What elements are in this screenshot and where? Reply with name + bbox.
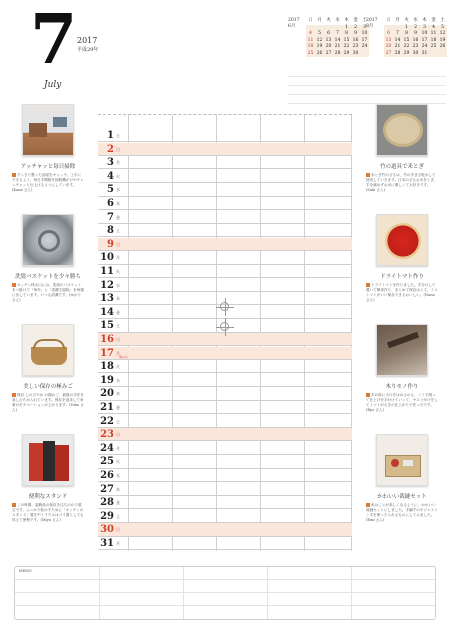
day-weekday: 木 [116,391,120,397]
mini-calendar-weekday: 水 [335,18,340,23]
mini-calendar-day: 2 [351,25,360,32]
day-number: 6 [107,198,114,209]
mini-calendar-weekday: 火 [326,18,331,23]
tip-description: ドライトマトを作りました。手分けして置いて簡単作り、まとめて保存はとて、ミニトマトがいい保存できるおいしい。(Nana さん) [366,283,438,302]
day-weekday: 水 [116,473,120,478]
day-number: 1 [107,130,114,141]
day-number: 15 [100,320,114,332]
mini-calendar-day: 5 [315,31,324,38]
mini-calendar-day: 4 [429,25,438,32]
day-row[interactable] [98,442,352,455]
tip-panel-storage [12,324,84,413]
day-number: 13 [100,293,114,305]
day-number: 27 [100,483,114,495]
day-row[interactable] [98,170,352,183]
tip-description: 保存 しのびやか の端かご、最後の手法を楽しむため入れています。保存を追求して家事のモチベーションが上がります。(Yuko さん) [12,393,84,412]
day-weekday: 火 [116,173,120,179]
mini-calendar-day: 25 [307,50,314,56]
day-number: 3 [107,157,114,169]
day-weekday: 金 [116,405,120,410]
tip-description: 米とぎ竹のざるは、竹の手まざ乾かして使用していきます。日本のざるお米をとぎ、手を痛めずお米に優しくて大好きです。(Saki さん) [366,173,438,192]
day-number: 25 [100,456,114,468]
day-number: 30 [100,524,114,536]
tip-caption: 便利なスタンド [28,494,68,500]
month-number: 7 [30,0,76,80]
day-weekday: 土 [116,228,120,234]
day-weekday: 木 [116,486,120,492]
mini-calendar-weekday: 土 [440,18,445,23]
tip-caption: 洗髪バスケットを少々勝ち [15,274,81,280]
day-row[interactable] [98,510,352,523]
mini-calendar-day [429,51,438,58]
mini-calendar-day: 8 [402,31,411,38]
day-number: 7 [107,211,114,223]
mini-calendar-day: 24 [421,44,428,49]
day-number: 21 [100,402,114,413]
mini-calendar-day: 2 [411,25,420,32]
sewing-kit-photo [376,434,428,486]
day-weekday: 土 [116,418,120,424]
mini-calendar-day: 20 [385,44,392,49]
mini-calendar-day: 15 [343,37,350,43]
mini-calendar-day: 29 [403,50,410,56]
mini-calendar-day: 10 [421,31,428,36]
day-row[interactable] [98,523,352,536]
day-row[interactable] [98,428,352,441]
day-weekday: 日 [116,146,120,152]
day-row[interactable] [98,387,352,400]
day-weekday: 土 [116,513,120,519]
mini-calendar-day: 24 [361,44,368,49]
day-number: 8 [107,225,114,237]
mini-calendar-day: 11 [307,37,314,43]
mini-calendar-day: 26 [439,44,446,49]
day-number: 28 [100,497,114,509]
mini-calendar-year: 2017 [366,18,378,23]
day-weekday: 月 [116,160,120,166]
mini-calendar-day: 23 [412,44,419,49]
day-number: 9 [107,238,114,250]
mini-calendar-day: 4 [306,31,315,38]
mini-calendar-day: 22 [343,44,350,49]
day-weekday: 金 [116,309,120,315]
mini-calendar-next [366,18,446,63]
mini-calendar-weekday: 月 [395,18,400,23]
memo-area[interactable] [14,566,436,620]
day-number: 22 [100,415,114,427]
tip-panel-cleaning [12,104,84,193]
mini-calendar-day: 30 [412,50,419,56]
tip-description: すっきり整った部屋をキャッチ。上手にできるよう、毎日手間隙を掃除機がけやチャッチャッと仕上げるようにしています。(Kana さん) [12,173,84,192]
wood-work-photo [376,324,428,376]
mini-calendar-day: 15 [403,37,410,43]
day-weekday: 木 [116,296,120,302]
day-number: 11 [100,266,114,277]
tip-panel-tomato [366,214,438,303]
day-weekday: 火 [116,269,120,274]
day-row[interactable] [98,224,352,237]
mini-calendar-weekday: 金 [353,18,358,23]
mini-calendar-day: 23 [352,44,359,49]
day-row[interactable] [98,483,352,496]
mini-calendar-day: 26 [316,50,323,56]
day-number: 26 [100,470,114,481]
day-number: 23 [100,429,114,441]
day-weekday: 火 [116,459,120,465]
mini-calendar-month: 6月 [288,24,296,29]
day-number: 12 [100,279,114,291]
basket-photo [22,324,74,376]
mini-calendar-weekday: 金 [431,18,436,23]
mini-calendar-day: 13 [325,37,332,43]
mini-calendar-day: 10 [361,31,368,36]
day-row[interactable] [98,496,352,509]
mini-calendar-weekday: 日 [386,18,391,23]
mini-calendar-day: 3 [420,25,429,32]
day-number: 20 [100,388,114,400]
day-weekday: 月 [116,541,120,546]
mini-calendar-day: 3 [360,25,369,32]
day-row[interactable] [98,415,352,428]
tip-panel-basket [12,214,84,303]
tip-caption: かわいい裁縫セット [377,494,427,500]
mini-calendar-day: 19 [439,37,446,43]
day-row[interactable] [98,537,352,550]
day-number: 16 [100,334,114,345]
day-number: 17 [100,347,114,359]
mini-calendar-head [288,18,306,30]
year-label: 2017 [77,36,98,45]
day-weekday: 日 [116,337,120,342]
mini-calendar-day [438,51,447,58]
mini-calendar-day: 14 [394,37,401,43]
mini-calendar-day: 28 [394,50,401,56]
mini-calendar-day: 5 [438,25,447,32]
day-number: 31 [100,538,114,549]
mini-calendar-day: 19 [316,44,323,49]
mini-calendar-day: 20 [325,44,332,49]
day-number: 10 [100,252,114,264]
mini-calendar-weekday: 火 [404,18,409,23]
mini-calendar-day: 22 [403,44,410,49]
tip-caption: 美しい保存の極みご [23,384,73,390]
mini-calendar-grid [384,18,447,57]
day-weekday: 日 [116,527,120,533]
mini-calendar-day: 7 [333,31,342,38]
mini-calendar-day: 16 [352,37,359,43]
memo-title: MEMO [19,569,32,573]
day-row[interactable] [98,469,352,482]
day-row[interactable] [98,183,352,196]
mini-calendar-weekday: 土 [362,18,367,23]
tip-description: この時期、装飾品の保存を注ちのので重宝です。ふっかり乾かすために「キッチンのスタンド」置き中トラウルはパイ置としても体えて使利です。(Miyu さん) [12,503,84,522]
day-weekday: 水 [116,377,120,383]
day-number: 29 [100,510,114,522]
rice-bowl-photo [376,104,428,156]
stand-photo [22,434,74,486]
mini-calendar-weekday: 木 [422,18,427,23]
mini-calendar-day: 11 [430,31,437,36]
day-row[interactable] [98,265,352,278]
day-weekday: 土 [116,133,120,138]
mini-calendar-day: 9 [351,31,360,38]
mini-calendar-month: 8月 [366,24,374,29]
mini-calendar-day: 8 [342,31,351,38]
mini-calendar-day: 27 [325,50,332,56]
mini-calendar-day: 30 [352,50,359,56]
month-english: July [44,80,62,90]
day-weekday: 金 [116,500,120,506]
day-number: 5 [107,184,114,196]
mini-calendar-day: 6 [384,31,393,38]
day-number: 14 [100,306,114,318]
mini-calendar-day: 6 [324,31,333,38]
mini-calendar-day: 25 [430,44,437,49]
day-row[interactable] [98,143,352,156]
room-photo [22,104,74,156]
day-weekday: 月 [116,255,120,261]
tip-caption: 木りモノ作り [385,384,419,390]
day-row[interactable] [98,401,352,414]
day-row[interactable] [98,374,352,387]
mini-calendar-prev [288,18,368,63]
mini-calendar-day: 12 [316,37,323,43]
mini-calendar-day: 7 [393,31,402,38]
day-number: 24 [100,442,114,454]
tip-description: 木の扉に小口をはめるのも、ノミで削って仕上げを手がけていって、ヤスリがけをしてトマトが大きの仕上がりで作ったです。(Ryo さん) [366,393,438,412]
tip-description: キッチン排水口には、洗剤のバスケットをつ掛けて「毎年」と「清潔き掃除」を毎週に出しています。いつも清潔です。(ゆかりさん) [12,283,84,302]
day-row[interactable] [98,197,352,210]
mini-calendar-day: 18 [307,44,314,49]
mini-calendar-head [366,18,384,30]
mini-calendar-day: 27 [385,50,392,56]
day-weekday: 日 [116,241,120,247]
mini-calendar-day: 31 [421,50,428,56]
mini-calendar-day: 1 [342,25,351,32]
tip-description: 糸はことが楽しくなるように、かわいい裁縫セットにしました。手編すの小ジャスミン木を使った入れるものにしてみました。(Emi さん) [366,503,438,522]
mini-calendar-day: 14 [334,37,341,43]
day-weekday: 月 [116,350,120,356]
mini-calendar-day: 18 [430,37,437,43]
day-number: 2 [107,143,114,155]
mini-calendar-day: 13 [385,37,392,43]
era-label: 平成29年 [77,47,99,53]
day-weekday: 木 [116,201,120,206]
day-row[interactable] [98,251,352,264]
mini-calendar-weekday: 日 [308,18,313,23]
day-weekday: 水 [116,282,120,288]
day-row[interactable] [98,129,352,142]
tip-caption: アッチャッと毎日掃除 [20,164,76,170]
mini-calendar-day: 17 [421,37,428,43]
mini-calendar-weekday: 木 [344,18,349,23]
day-row[interactable] [98,347,352,360]
day-row[interactable] [98,279,352,292]
tip-caption: 竹の道具で米とぎ [379,164,424,170]
day-row[interactable] [98,455,352,468]
day-row[interactable] [98,156,352,169]
mini-calendar-day: 21 [334,44,341,49]
mini-calendar-day: 9 [411,31,420,38]
mini-calendar-day: 28 [334,50,341,56]
mini-calendar-weekday: 水 [413,18,418,23]
tomato-photo [376,214,428,266]
day-weekday: 日 [116,432,120,438]
tip-panel-rice [366,104,438,193]
holiday-label: 海の日 [119,354,129,359]
mini-calendar-day: 17 [361,37,368,43]
day-row[interactable] [98,238,352,251]
tip-caption: ドライトマト作り [380,274,424,280]
mini-calendar-day: 29 [343,50,350,56]
day-weekday: 火 [116,364,120,370]
day-number: 19 [100,374,114,386]
mini-calendar-year: 2017 [288,18,300,23]
mini-calendar-day: 12 [439,31,446,36]
registration-mark [220,302,229,311]
day-number: 18 [100,361,114,373]
day-weekday: 金 [116,214,120,220]
mini-calendar-day: 21 [394,44,401,49]
day-weekday: 水 [116,187,120,193]
day-weekday: 月 [116,445,120,451]
mini-calendar-day: 1 [402,25,411,32]
mini-calendar-weekday: 月 [317,18,322,23]
tip-panel-wood [366,324,438,413]
tip-panel-sewing [366,434,438,523]
day-row[interactable] [98,211,352,224]
tip-panel-stand [12,434,84,523]
mini-calendar-grid [306,18,369,57]
day-weekday: 土 [116,323,120,329]
sink-basket-photo [22,214,74,266]
registration-mark [220,322,229,331]
day-row[interactable] [98,360,352,373]
mini-calendar-day: 16 [412,37,419,43]
day-number: 4 [107,170,114,182]
